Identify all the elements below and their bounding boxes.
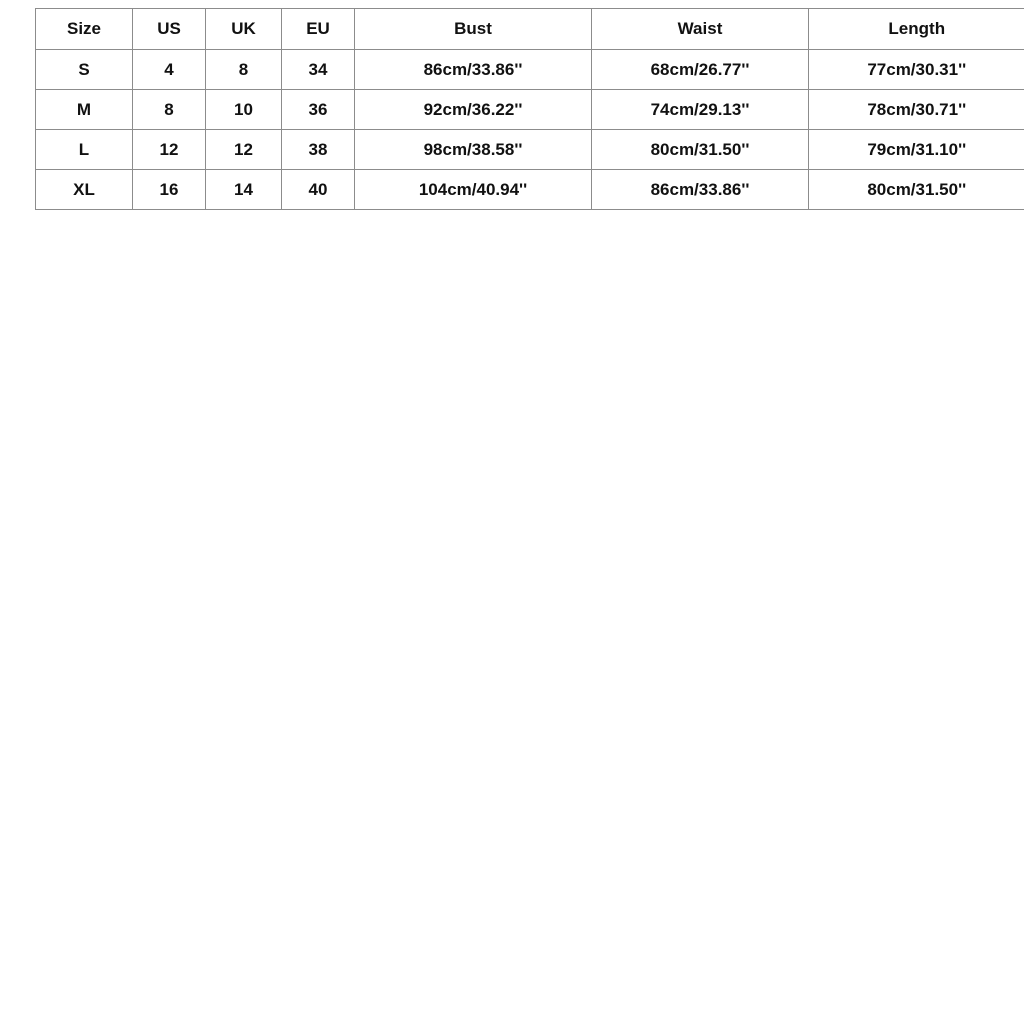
cell-size: XL <box>36 170 133 210</box>
cell-length: 80cm/31.50'' <box>809 170 1024 210</box>
cell-bust: 86cm/33.86'' <box>355 50 592 90</box>
cell-length: 79cm/31.10'' <box>809 130 1024 170</box>
cell-bust: 98cm/38.58'' <box>355 130 592 170</box>
cell-us: 16 <box>133 170 206 210</box>
cell-eu: 36 <box>282 90 355 130</box>
header-uk: UK <box>206 9 282 50</box>
cell-waist: 68cm/26.77'' <box>592 50 809 90</box>
cell-uk: 8 <box>206 50 282 90</box>
cell-size: M <box>36 90 133 130</box>
size-chart-table <box>35 8 1024 210</box>
header-bust: Bust <box>355 9 592 50</box>
cell-eu: 34 <box>282 50 355 90</box>
cell-uk: 12 <box>206 130 282 170</box>
header-size: Size <box>36 9 133 50</box>
header-length: Length <box>809 9 1024 50</box>
header-waist: Waist <box>592 9 809 50</box>
cell-waist: 86cm/33.86'' <box>592 170 809 210</box>
cell-bust: 104cm/40.94'' <box>355 170 592 210</box>
cell-us: 8 <box>133 90 206 130</box>
header-row <box>36 9 1024 50</box>
cell-length: 78cm/30.71'' <box>809 90 1024 130</box>
header-eu: EU <box>282 9 355 50</box>
table-row <box>36 50 1024 90</box>
table-row <box>36 130 1024 170</box>
cell-uk: 10 <box>206 90 282 130</box>
table-row <box>36 170 1024 210</box>
cell-bust: 92cm/36.22'' <box>355 90 592 130</box>
header-us: US <box>133 9 206 50</box>
cell-waist: 80cm/31.50'' <box>592 130 809 170</box>
cell-length: 77cm/30.31'' <box>809 50 1024 90</box>
cell-us: 4 <box>133 50 206 90</box>
cell-waist: 74cm/29.13'' <box>592 90 809 130</box>
cell-us: 12 <box>133 130 206 170</box>
cell-size: S <box>36 50 133 90</box>
table-row <box>36 90 1024 130</box>
cell-uk: 14 <box>206 170 282 210</box>
cell-eu: 38 <box>282 130 355 170</box>
cell-size: L <box>36 130 133 170</box>
cell-eu: 40 <box>282 170 355 210</box>
